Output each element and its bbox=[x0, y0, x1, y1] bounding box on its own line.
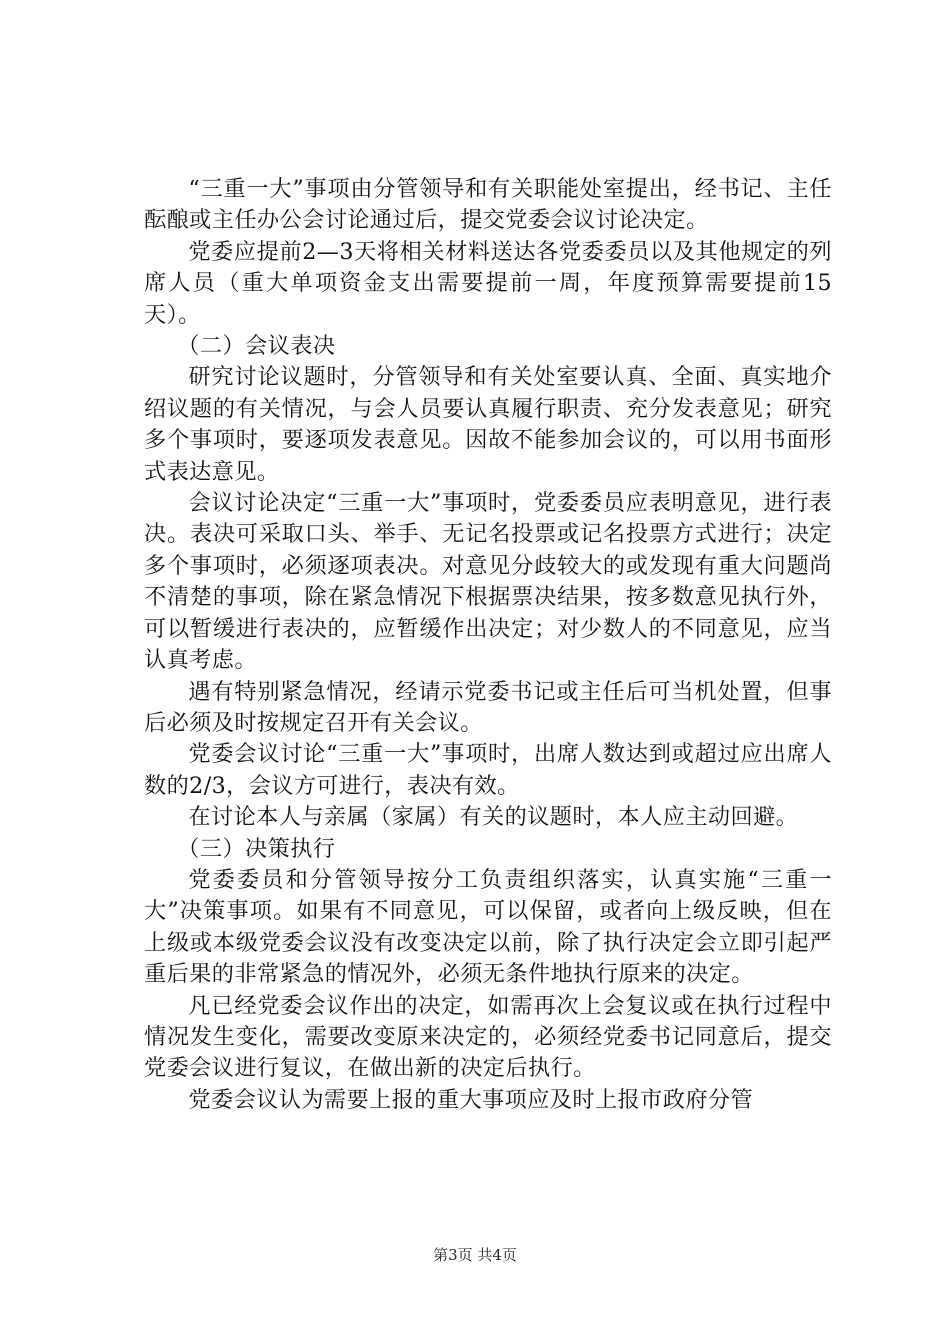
document-body bbox=[144, 174, 832, 1116]
paragraph-reporting: 党委会议认为需要上报的重大事项应及时上报市政府分管 bbox=[188, 1086, 754, 1113]
paragraph-quorum: 党委会议讨论“三重一大”事项时，出席人数达到或超过应出席人数的2/3，会议方可进行，表决有效。 bbox=[144, 741, 832, 799]
paragraph-proposal-process: “三重一大”事项由分管领导和有关职能处室提出，经书记、主任酝酿或主任办公会讨论通过后，提交党委会议讨论决定。 bbox=[144, 176, 832, 234]
page-number-footer: 第3页 共4页 bbox=[433, 1246, 517, 1264]
paragraph-voting-method: 会议讨论决定“三重一大”事项时，党委委员应表明意见，进行表决。表决可采取口头、举手、无记名投票或记名投票方式进行；决定多个事项时，必须逐项表决。对意见分歧较大的或发现有重大问题尚不清楚的事项，除在紧急情况下根据票决结果，按多数意见执行外，可以暂缓进行表决的，应暂缓作出决定；对少数人的不同意见，应当认真考虑。 bbox=[144, 490, 832, 674]
paragraph-recusal: 在讨论本人与亲属（家属）有关的议题时，本人应主动回避。 bbox=[188, 804, 799, 831]
paragraph-material-delivery: 党委应提前2—3天将相关材料送达各党委委员以及其他规定的列席人员（重大单项资金支出需要提前一周，年度预算需要提前15天）。 bbox=[144, 238, 832, 328]
paragraph-reconsideration: 凡已经党委会议作出的决定，如需再次上会复议或在执行过程中情况发生变化，需要改变原来决定的，必须经党委书记同意后，提交党委会议进行复议，在做出新的决定后执行。 bbox=[144, 992, 832, 1082]
section-heading-execution: （三）决策执行 bbox=[177, 835, 336, 862]
paragraph-implementation: 党委委员和分管领导按分工负责组织落实，认真实施“三重一大”决策事项。如果有不同意见，可以保留，或者向上级反映，但在上级或本级党委会议没有改变决定以前，除了执行决定会立即引起严重后果的非常紧急的情况外，必须无条件地执行原来的决定。 bbox=[144, 866, 832, 988]
paragraph-emergency: 遇有特别紧急情况，经请示党委书记或主任后可当机处置，但事后必须及时按规定召开有关会议。 bbox=[144, 678, 832, 736]
section-heading-voting: （二）会议表决 bbox=[177, 333, 336, 360]
paragraph-discussion: 研究讨论议题时，分管领导和有关处室要认真、全面、真实地介绍议题的有关情况，与会人员要认真履行职责、充分发表意见；研究多个事项时，要逐项发表意见。因故不能参加会议的，可以用书面形式表达意见。 bbox=[144, 364, 832, 485]
